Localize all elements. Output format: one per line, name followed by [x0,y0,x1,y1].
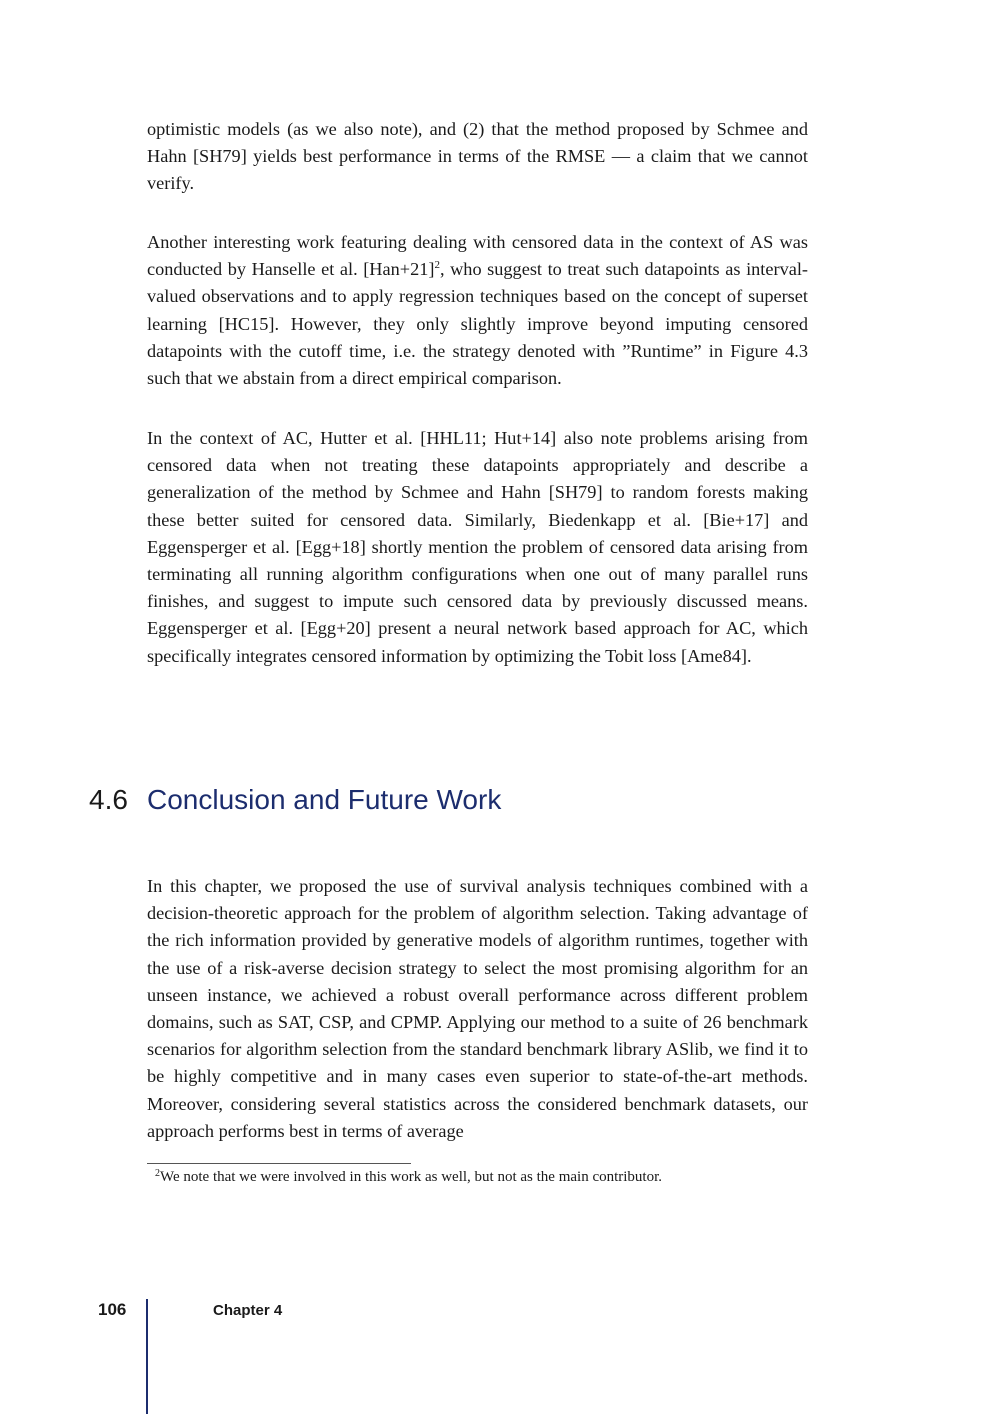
footnote-divider [147,1163,411,1164]
paragraph-body-2 [147,229,808,392]
paragraph-body-1: optimistic models (as we also note), and (2) that the method proposed by Schmee and Hahn [SH79] yields best performance in terms of the RMSE — a claim that we cannot verify. [147,119,808,194]
footnote-reference[interactable]: 2 [434,259,440,272]
running-footer-chapter: Chapter 4 [213,1302,283,1319]
section-number: 4.6 [89,784,128,815]
footnote [155,1166,808,1188]
section-heading [89,780,501,820]
paragraph-text-segment: , who suggest to treat such datapoints as interval-valued observations and to apply regression techniques based on the concept of superset learning [HC15]. However, they only slightly improve beyond imputing censored datapoints with the cutoff time, i.e. the strategy denoted with ”Runtime” in Figure 4.3 such that we abstain from a direct empirical comparison. [147,259,808,389]
paragraph-body-4: In this chapter, we proposed the use of survival analysis techniques combined with a decision-theoretic approach for the problem of algorithm selection. Taking advantage of the rich information provided by generative models of algorithm runtimes, together with the use of a risk-averse decision strategy to select the most promising algorithm for an unseen instance, we achieved a robust overall performance across different problem domains, such as SAT, CSP, and CPMP. Applying our method to a suite of 26 benchmark scenarios for algorithm selection from the standard benchmark library ASlib, we find it to be highly competitive and in many cases even superior to state-of-the-art methods. Moreover, considering several statistics across the considered benchmark datasets, our approach performs best in terms of average [147,876,808,1141]
footer-vertical-rule [146,1299,148,1414]
paragraph-body-3: In the context of AC, Hutter et al. [HHL11; Hut+14] also note problems arising from censored data when not treating these datapoints appropriately and describe a generalization of the method by Schmee and Hahn [SH79] to random forests making these better suited for censored data. Similarly, Biedenkapp et al. [Bie+17] and Eggensperger et al. [Egg+18] shortly mention the problem of censored data arising from terminating all running algorithm configurations when one out of many parallel runs finishes, and suggest to impute such censored data by previously discussed means. Eggensperger et al. [Egg+20] present a neural network based approach for AC, which specifically integrates censored information by optimizing the Tobit loss [Ame84]. [147,428,808,666]
page-number: 106 [98,1300,127,1319]
footnote-marker: 2 [155,1168,160,1179]
paragraph-text-segment: Another interesting work featuring dealing with censored data in the context of AS was conducted by Hanselle et al. [Han+21] [147,232,808,280]
footnote-text: We note that we were involved in this work as well, but not as the main contributor. [160,1169,663,1185]
section-title: Conclusion and Future Work [147,784,502,815]
